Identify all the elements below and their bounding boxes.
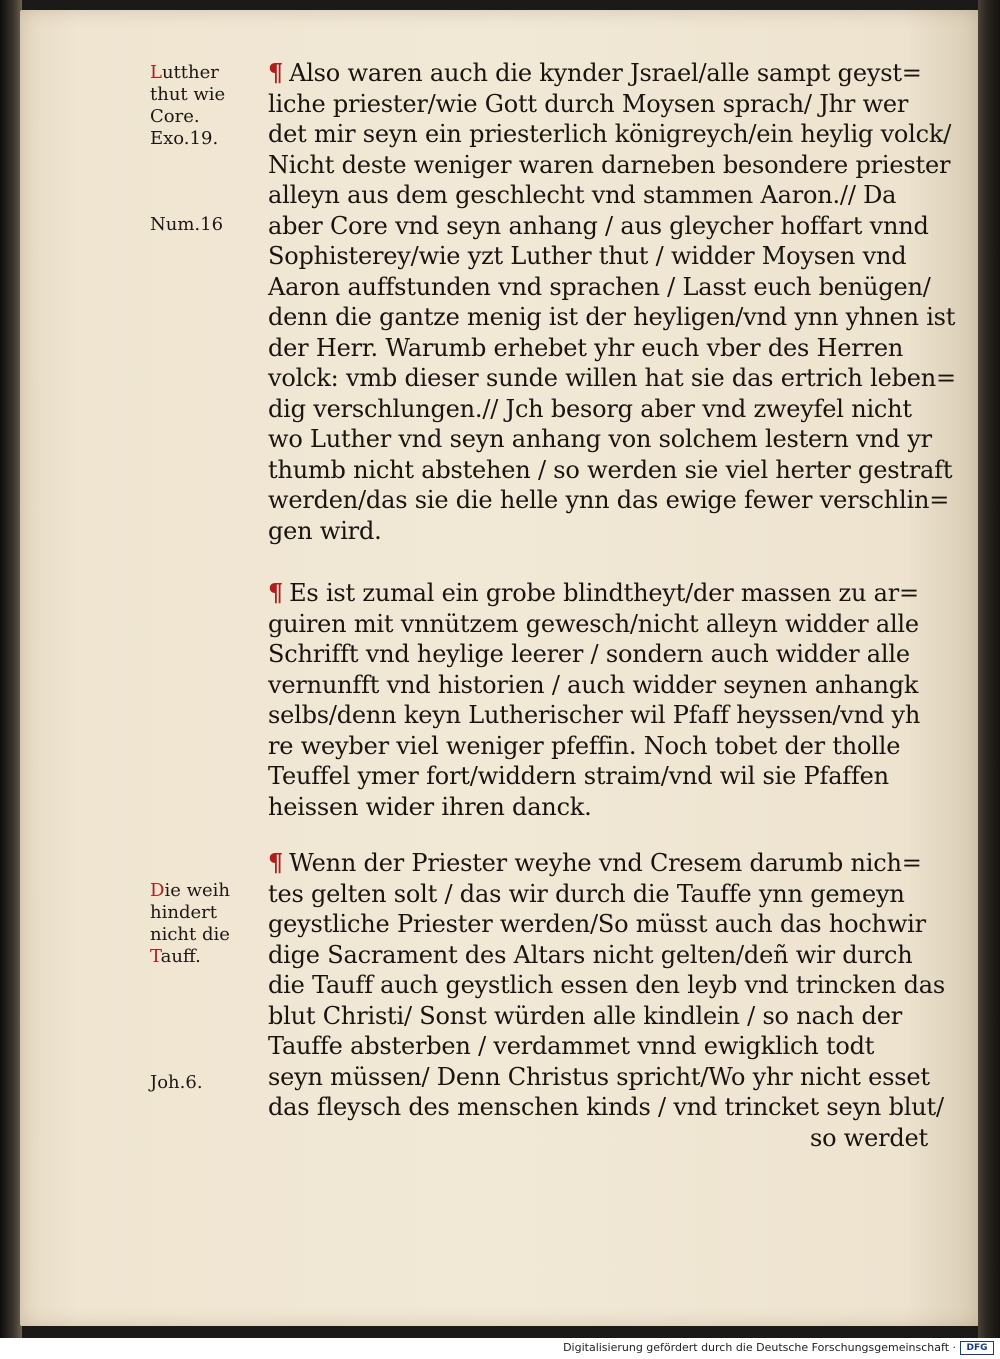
text-line xyxy=(268,150,951,181)
marginal-note-joh xyxy=(150,1072,203,1094)
binding-edge-left xyxy=(0,0,22,1338)
rubric-initial: T xyxy=(150,946,161,967)
text-line xyxy=(268,609,928,640)
pilcrow-icon: ¶ xyxy=(268,848,284,877)
text-line xyxy=(268,940,928,971)
text-line-content: re weyber viel weniger pfeffin. Noch tobet der tholle xyxy=(268,731,901,760)
marginal-note-line: thut wie xyxy=(150,84,226,105)
text-line xyxy=(268,1062,928,1093)
marginal-note-line: Num.16 xyxy=(150,214,224,235)
text-line xyxy=(268,1123,928,1154)
text-line xyxy=(268,302,956,333)
text-line-content: aber Core vnd seyn anhang / aus gleycher hoffart vnnd xyxy=(268,211,929,240)
text-line-content: selbs/denn keyn Lutherischer wil Pfaff heyssen/vnd yh xyxy=(268,701,921,729)
marginal-note-line: Core. xyxy=(150,106,200,127)
text-line xyxy=(268,700,928,731)
text-line-content: die Tauff auch geystlich essen den leyb vnd trincken das xyxy=(268,971,945,999)
marginal-note-rest: utther xyxy=(161,62,219,83)
rubric-initial: L xyxy=(150,62,162,83)
text-line xyxy=(268,970,945,1001)
text-line-content: Nicht deste weniger waren darneben besondere priester xyxy=(268,150,951,179)
text-line-content: Teuffel ymer fort/widdern straim/vnd wil sie Pfaffen xyxy=(268,762,889,790)
text-line-content: vernunfft vnd historien / auch widder seynen anhangk xyxy=(268,670,919,699)
marginal-note-line xyxy=(150,62,225,84)
paragraph-priester-weyhe xyxy=(268,848,945,1153)
text-line-content: gen wird. xyxy=(268,516,382,545)
text-line-content: dige Sacrament des Altars nicht gelten/deñ wir durch xyxy=(268,940,913,969)
text-line xyxy=(268,333,928,364)
text-line xyxy=(268,909,928,940)
text-line xyxy=(268,394,928,425)
marginal-note-rest: auff. xyxy=(160,946,201,967)
marginal-note-luther xyxy=(150,62,225,150)
text-line-content: dig verschlungen.// Jch besorg aber vnd zweyfel nicht xyxy=(268,394,912,423)
text-line xyxy=(268,211,928,242)
text-line xyxy=(268,639,928,670)
text-line-content: liche priester/wie Gott durch Moysen sprach/ Jhr wer xyxy=(268,89,909,118)
text-line xyxy=(268,516,928,547)
marginal-note-rest: ie weih xyxy=(164,880,230,901)
text-line-content: heissen wider ihren danck. xyxy=(268,792,592,821)
text-line-content: Aaron auffstunden vnd sprachen / Lasst euch benügen/ xyxy=(268,272,931,301)
marginal-note-num xyxy=(150,214,223,236)
text-line xyxy=(268,848,928,879)
text-line xyxy=(268,879,928,910)
text-line-content: Es ist zumal ein grobe blindtheyt/der massen zu ar= xyxy=(289,579,919,607)
binding-edge-right xyxy=(978,0,1000,1338)
text-line xyxy=(268,578,928,609)
text-line-content: Sophisterey/wie yzt Luther thut / widder Moysen vnd xyxy=(268,242,907,270)
text-line xyxy=(268,180,928,211)
pilcrow-icon: ¶ xyxy=(268,578,284,607)
text-line xyxy=(268,363,956,394)
text-line xyxy=(268,119,952,150)
text-line xyxy=(268,89,928,120)
marginal-note-line xyxy=(150,946,230,968)
text-line-content: Tauffe absterben / verdammet vnnd ewigklich todt xyxy=(268,1032,875,1060)
text-line xyxy=(268,761,928,792)
text-line-content: werden/das sie die helle ynn das ewige fewer verschlin= xyxy=(268,486,950,514)
text-line xyxy=(268,1031,928,1062)
text-line xyxy=(268,424,932,455)
text-line xyxy=(268,731,928,762)
dfg-logo: DFG xyxy=(960,1341,994,1355)
text-line xyxy=(268,792,928,823)
marginal-note-weih xyxy=(150,880,230,968)
text-line-content: der Herr. Warumb erhebet yhr euch vber des Herren xyxy=(268,333,904,362)
text-line-content: volck: vmb dieser sunde willen hat sie das ertrich leben= xyxy=(268,364,956,392)
digitization-footer xyxy=(0,1338,1000,1359)
text-line xyxy=(268,670,928,701)
text-line xyxy=(268,485,950,516)
text-line xyxy=(268,1001,928,1032)
marginal-note-line: Joh.6. xyxy=(150,1072,203,1093)
pilcrow-icon: ¶ xyxy=(268,58,284,87)
text-line-content: Wenn der Priester weyhe vnd Cresem darumb nich= xyxy=(289,849,922,877)
footer-credit-text: Digitalisierung gefördert durch die Deutsche Forschungsgemeinschaft · xyxy=(563,1341,956,1354)
paragraph-blindheit xyxy=(268,578,928,822)
text-line-content: thumb nicht abstehen / so werden sie viel herter gestraft xyxy=(268,455,953,484)
text-line-content: blut Christi/ Sonst würden alle kindlein / so nach der xyxy=(268,1001,902,1030)
marginal-note-line: hindert xyxy=(150,902,217,923)
text-line xyxy=(268,58,928,89)
marginal-note-line xyxy=(150,880,230,902)
marginal-note-line: nicht die xyxy=(150,924,230,945)
marginal-note-line: Exo.19. xyxy=(150,128,219,149)
text-line-content: so werdet xyxy=(809,1123,928,1152)
rubric-initial: D xyxy=(150,880,165,901)
text-line-content: das fleysch des menschen kinds / vnd trincket seyn blut/ xyxy=(268,1093,944,1121)
text-line-content: denn die gantze menig ist der heyligen/vnd ynn yhnen ist xyxy=(268,303,956,331)
text-line-content: alleyn aus dem geschlecht vnd stammen Aaron.// Da xyxy=(268,181,897,209)
paragraph-israel xyxy=(268,58,956,546)
text-line-content: Schrifft vnd heylige leerer / sondern auch widder alle xyxy=(268,640,910,668)
text-line-content: guiren mit vnnützem gewesch/nicht alleyn widder alle xyxy=(268,609,919,638)
text-line xyxy=(268,241,928,272)
text-line-content: geystliche Priester werden/So müsst auch das hochwir xyxy=(268,910,926,938)
text-line xyxy=(268,272,931,303)
text-line-content: seyn müssen/ Denn Christus spricht/Wo yhr nicht esset xyxy=(268,1062,930,1091)
text-line xyxy=(268,1092,944,1123)
text-line-content: wo Luther vnd seyn anhang von solchem lestern vnd yr xyxy=(268,425,932,453)
text-line-content: det mir seyn ein priesterlich königreych/ein heylig volck/ xyxy=(268,120,952,148)
text-line-content: tes gelten solt / das wir durch die Tauffe ynn gemeyn xyxy=(268,879,905,908)
text-line xyxy=(268,455,953,486)
text-line-content: Also waren auch die kynder Jsrael/alle sampt geyst= xyxy=(289,59,922,87)
